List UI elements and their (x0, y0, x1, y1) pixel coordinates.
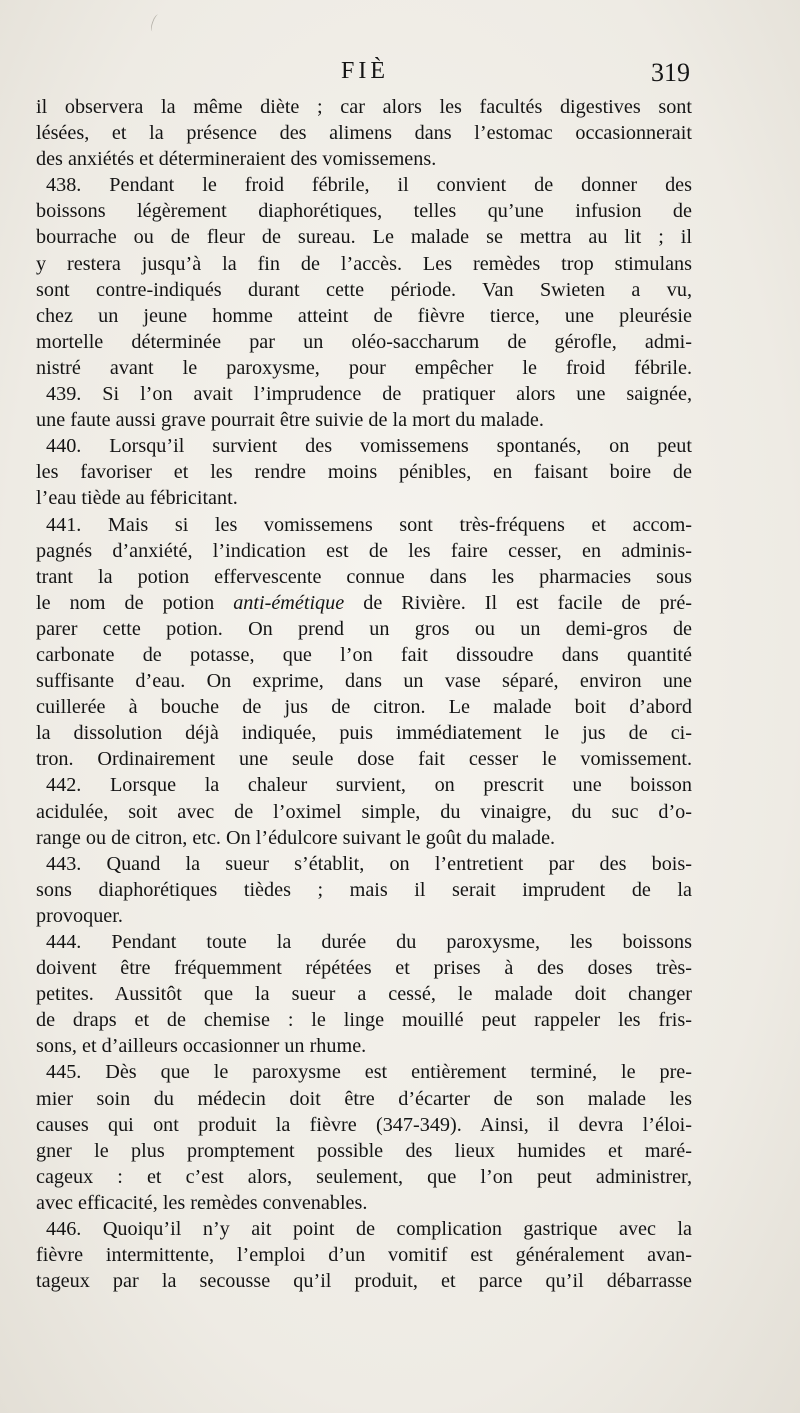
text-line: provoquer. (36, 904, 123, 927)
text-line: gner le plus promptement possible des lieux humides et maré- (36, 1139, 692, 1162)
page-number: 319 (651, 58, 690, 87)
text-line: avec efficacité, les remèdes convenables. (36, 1191, 368, 1214)
text-line: sons, et d’ailleurs occasionner un rhume. (36, 1035, 367, 1058)
emphasized-term: anti-émétique (233, 591, 345, 614)
paragraph-440-start: 440. Lorsqu’il survient des vomissemens spontanés, on peut (46, 435, 692, 458)
paragraph-443-start: 443. Quand la sueur s’établit, on l’entretient par des bois- (46, 852, 692, 875)
text-line: range ou de citron, etc. On l’édulcore suivant le goût du malade. (36, 826, 556, 849)
text-line: cageux : et c’est alors, seulement, que l’on peut administrer, (36, 1165, 692, 1188)
text-line: pagnés d’anxiété, l’indication est de les faire cesser, en adminis- (36, 539, 692, 562)
text-line: nistré avant le paroxysme, pour empêcher le froid fébrile. (36, 356, 692, 379)
paragraph-442-start: 442. Lorsque la chaleur survient, on prescrit une boisson (46, 774, 692, 797)
paragraph-438-start: 438. Pendant le froid fébrile, il convient de donner des (46, 174, 692, 197)
text-line: fièvre intermittente, l’emploi d’un vomitif est généralement avan- (36, 1244, 692, 1267)
line-part: le nom de potion (36, 591, 234, 614)
text-line: mortelle déterminée par un oléo-saccharum de gérofle, admi- (36, 330, 692, 353)
text-line: il observera la même diète ; car alors les facultés digestives sont (36, 96, 692, 118)
paragraph-439-start: 439. Si l’on avait l’imprudence de pratiquer alors une saignée, (46, 383, 692, 406)
paragraph-444-start: 444. Pendant toute la durée du paroxysme, les boissons (46, 931, 692, 953)
running-head: FIÈ (341, 58, 389, 84)
text-line: lésées, et la présence des alimens dans l’estomac occasionnerait (36, 122, 692, 145)
text-line: sont contre-indiqués durant cette période. Van Swieten a vu, (36, 278, 692, 301)
text-line: mier soin du médecin doit être d’écarter de son malade les (36, 1087, 692, 1110)
body-text (36, 94, 692, 1294)
page-header (40, 58, 690, 92)
text-line: une faute aussi grave pourrait être suivie de la mort du malade. (36, 409, 544, 432)
text-line: l’eau tiède au fébricitant. (36, 487, 238, 510)
line-part: de Rivière. Il est facile de pré- (344, 591, 692, 614)
text-line: chez un jeune homme atteint de fièvre tierce, une pleurésie (36, 304, 692, 327)
text-line: les favoriser et les rendre moins pénibles, en faisant boire de (36, 461, 692, 484)
text-line: sons diaphorétiques tièdes ; mais il serait imprudent de la (36, 878, 692, 901)
text-line: suffisante d’eau. On exprime, dans un vase séparé, environ une (36, 670, 692, 693)
paragraph-445-start: 445. Dès que le paroxysme est entièrement terminé, le pre- (46, 1061, 692, 1084)
text-line: doivent être fréquemment répétées et prises à des doses très- (36, 957, 692, 980)
text-line: acidulée, soit avec de l’oximel simple, du vinaigre, du suc d’o- (36, 800, 692, 823)
text-line: la dissolution déjà indiquée, puis immédiatement le jus de ci- (36, 722, 692, 745)
text-line: parer cette potion. On prend un gros ou un demi-gros de (36, 617, 692, 640)
text-line-emphasis (36, 590, 692, 616)
text-line: carbonate de potasse, que l’on fait dissoudre dans quantité (36, 643, 692, 666)
text-line: trant la potion effervescente connue dans les pharmacies sous (36, 565, 692, 588)
paragraph-446-start: 446. Quoiqu’il n’y ait point de complication gastrique avec la (46, 1218, 692, 1241)
text-line: boissons légèrement diaphorétiques, telles qu’une infusion de (36, 200, 692, 223)
text-line: bourrache ou de fleur de sureau. Le malade se mettra au lit ; il (36, 226, 692, 249)
text-line: cuillerée à bouche de jus de citron. Le malade boit d’abord (36, 696, 692, 719)
paper-mark (149, 13, 162, 32)
text-line: petites. Aussitôt que la sueur a cessé, le malade doit changer (36, 983, 692, 1006)
text-line: tageux par la secousse qu’il produit, et parce qu’il débarrasse (36, 1270, 692, 1293)
paragraph-441-start: 441. Mais si les vomissemens sont très-fréquens et accom- (46, 513, 692, 536)
text-line: de draps et de chemise : le linge mouillé peut rappeler les fris- (36, 1009, 692, 1032)
text-line: causes qui ont produit la fièvre (347-349). Ainsi, il devra l’éloi- (36, 1113, 692, 1136)
text-line: y restera jusqu’à la fin de l’accès. Les remèdes trop stimulans (36, 252, 692, 275)
text-line: tron. Ordinairement une seule dose fait cesser le vomissement. (36, 748, 692, 771)
text-line: des anxiétés et détermineraient des vomissemens. (36, 148, 437, 171)
